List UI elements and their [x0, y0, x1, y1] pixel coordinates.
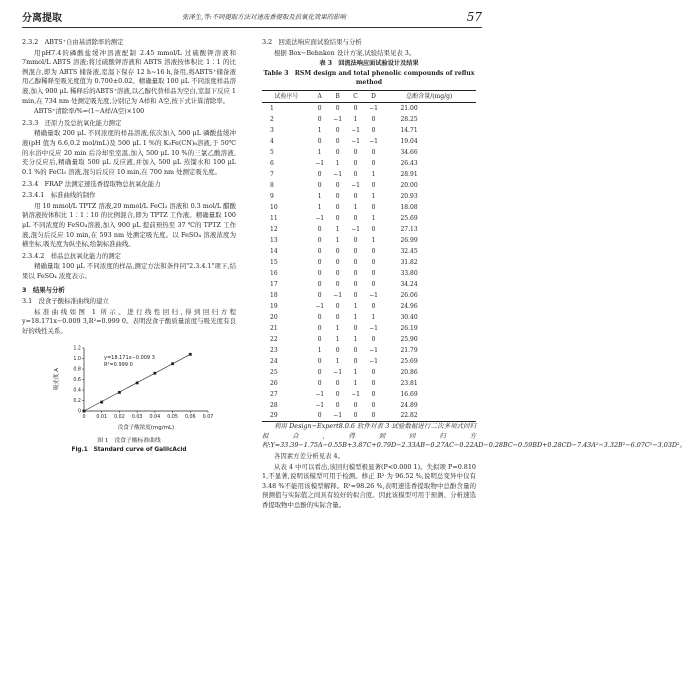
table-header-0: 试验序号 [262, 91, 311, 103]
table-cell: 18.08 [400, 203, 418, 211]
table-cell: 0 [371, 225, 376, 233]
table-row [262, 235, 476, 246]
y-tick-label: 0.6 [73, 377, 81, 383]
table-cell: 4 [270, 137, 274, 145]
table-cell: 1 [317, 192, 322, 200]
table-cell: 22.82 [382, 411, 476, 422]
table-cell: 0 [371, 401, 376, 409]
table-cell: 0 [317, 181, 322, 189]
right-column [262, 36, 686, 512]
table-cell: 0 [371, 203, 376, 211]
table-cell: 1 [371, 214, 376, 222]
table-cell: 1 [317, 203, 322, 211]
table-cell: 0 [317, 170, 322, 178]
table-cell: 1 [335, 335, 340, 343]
table-cell: 0 [371, 181, 376, 189]
table-cell: 1 [353, 368, 358, 376]
table-cell: 0 [335, 302, 340, 310]
variance-ref: 各因素方差分析见表 4。 [274, 451, 345, 460]
table-cell: 0 [335, 346, 340, 354]
table-cell: 0 [365, 411, 383, 422]
table-cell: 27.13 [400, 225, 418, 233]
table-cell: −1 [333, 115, 343, 123]
table-cell: 0 [353, 159, 358, 167]
table-cell: −1 [315, 214, 325, 222]
table-cell: 0 [317, 247, 322, 255]
table-cell: −1 [315, 302, 325, 310]
x-tick-label: 0.03 [131, 414, 143, 420]
table-cell: −1 [315, 401, 325, 409]
table-cell: 0 [317, 313, 322, 321]
table-row [262, 246, 476, 257]
table-cell: 7 [270, 170, 274, 178]
table-cell: 16 [270, 269, 278, 277]
table-cell: 25.90 [400, 335, 418, 343]
table-cell: −1 [333, 170, 343, 178]
table-cell: −1 [315, 390, 325, 398]
table-row [262, 400, 476, 411]
table-cell: 0 [335, 390, 340, 398]
table-row [262, 389, 476, 400]
table-row [262, 213, 476, 224]
table-cell: 28.25 [400, 115, 418, 123]
table-cell: 14.71 [400, 126, 418, 134]
table-cell: 1 [353, 302, 358, 310]
table-cell: 0 [353, 192, 358, 200]
table-row [262, 136, 476, 147]
table-cell: 1 [335, 357, 340, 365]
table-cell: 20.00 [400, 181, 418, 189]
table-cell: 0 [353, 104, 358, 112]
running-title: 张泽生,等:不同提取方法对速选香提取及抗氧化效果的影响 [182, 13, 346, 21]
model-analysis: 从表 4 中可以看出,该回归模型极显著(P<0.000 1)。失拟项 P=0.810 1,不显著,说明该模型可用于检测。修正 R² 为 96.52 %,说明总变异中仅有 3.48 %不能用该模型解释。R²=98.26 %,表明速选香提取物中总酚含量的预测值与实际值之间具有较好的拟合度。因此该模型可用于预测、分析速选香提取物中总酚的实际含量。 [262, 462, 476, 509]
gallic-acid-chart [48, 343, 218, 433]
table-cell: 34.24 [400, 280, 418, 288]
table-cell: 5 [270, 148, 274, 156]
table-row [262, 334, 476, 345]
standard-curve-text: 标准曲线如图 1 所示。进行线性回归,得到回归方程 y=18.171x−0.009 3,R²=0.999 0。表明没食子酸质量浓度与吸光度有良好的线性关系。 [22, 307, 236, 336]
table-cell: 0 [317, 236, 322, 244]
table-cell: 13 [270, 236, 278, 244]
table-cell: 0 [317, 324, 322, 332]
table-cell: 17 [270, 280, 278, 288]
table-header-4: D [365, 91, 383, 103]
table-row [262, 114, 476, 125]
table-cell: 0 [335, 401, 340, 409]
x-tick-label: 0.06 [184, 414, 196, 420]
table-cell: 1 [335, 225, 340, 233]
figure-caption-cn: 图 1 没食子酸标准曲线 [97, 438, 161, 445]
table-cell: 1 [335, 159, 340, 167]
table-cell: 0 [371, 379, 376, 387]
table-cell: 6 [270, 159, 274, 167]
table-cell: 24.96 [400, 302, 418, 310]
equation-label: y=18.171x−0.009 3 [104, 354, 155, 361]
table-cell: 0 [353, 291, 358, 299]
table-row [262, 224, 476, 235]
table-cell: 1 [371, 236, 376, 244]
table-cell: 0 [335, 379, 340, 387]
table-cell: 0 [353, 269, 358, 277]
x-tick-label: 0.02 [114, 414, 125, 420]
table-cell: 24 [270, 357, 278, 365]
y-tick-label: 0 [77, 409, 81, 415]
table-cell: −1 [315, 159, 325, 167]
table-cell: 0 [371, 247, 376, 255]
table-cell: 0 [317, 104, 322, 112]
table-cell: −1 [333, 368, 343, 376]
section-2-3-2: 2.3.2 ABTS⁺自由基清除率的测定 [22, 38, 124, 46]
table-cell: 21.00 [400, 104, 418, 112]
table-cell: 1 [353, 313, 358, 321]
y-axis-label: 吸光度 A [54, 367, 60, 390]
left-column [22, 36, 236, 455]
section-2-3-4: 2.3.4 FRAP 法测定速选香提取物总抗氧化能力 [22, 179, 161, 188]
table-row [262, 290, 476, 301]
table-cell: 0 [371, 335, 376, 343]
abts-method-text: 用pH7.4的磷酸盐缓冲溶液配制 2.45 mmol/L 过硫酸钾溶液和7mmol/L ABTS 溶液;将过硫酸钾溶液和 ABTS 溶液按体积比 1∶1 的比例混合,即为 ABTS 储备液,室温下保存 12 h~16 h,备用,将ABTS⁺储备液用乙醇稀释至吸光度值为 0.700±0.02。精确量取 100 μL 不同浓度样品溶液,加入 900 μL 稀释后的ABTS⁺溶液,以乙醇代替样品为空白,室温下反应 1 min,在 734 nm 处测定吸光度,分别记为 A样和 A空,按下式计算清除率。 [22, 48, 236, 105]
table-cell: −1 [351, 137, 360, 145]
y-tick-label: 0.2 [73, 398, 81, 404]
table-cell: 0 [353, 324, 358, 332]
y-tick-label: 1.2 [73, 346, 81, 352]
table-cell: −1 [351, 225, 360, 233]
table-cell: 0 [371, 159, 376, 167]
table-cell: 23 [270, 346, 278, 354]
table-cell: 0 [335, 247, 340, 255]
table-cell: 19.04 [400, 137, 418, 145]
table-header-2: B [329, 91, 347, 103]
table-cell: 1 [371, 192, 376, 200]
table-cell: 28.91 [400, 170, 418, 178]
table-cell: 26.19 [400, 324, 418, 332]
rsm-table [262, 90, 476, 422]
frap-sample-text: 精确量取 100 μL 不同浓度的样品,测定方法和条件同"2.3.4.1"项下,结果以 FeSO₄ 浓度表示。 [22, 262, 236, 281]
page-header [22, 8, 482, 28]
abts-formula: ABTS⁺清除率/%=(1−A样/A空)×100 [34, 107, 145, 116]
table-cell: 12 [270, 225, 278, 233]
table-row [262, 169, 476, 180]
table-cell: −1 [351, 126, 360, 134]
table-cell: 0 [371, 390, 376, 398]
table-cell: 0 [353, 148, 358, 156]
section-2-3-3: 2.3.3 还原力及总抗氧化能力测定 [22, 118, 122, 127]
table-row [262, 191, 476, 202]
table-cell: 0 [371, 115, 376, 123]
table-cell: 0 [353, 401, 358, 409]
table-cell: 2 [270, 115, 274, 123]
table-cell: 0 [317, 335, 322, 343]
table-cell: 28 [270, 401, 278, 409]
table-cell: 24.89 [400, 401, 418, 409]
table-row [262, 202, 476, 213]
table-cell: 34.66 [400, 148, 418, 156]
table-cell: 26.43 [400, 159, 418, 167]
table-cell: 0 [311, 411, 329, 422]
table-cell: 0 [353, 214, 358, 222]
table-cell: 1 [371, 170, 376, 178]
data-point [100, 400, 103, 403]
table-cell: 0 [317, 225, 322, 233]
table-cell: 1 [353, 203, 358, 211]
table-cell: 14 [270, 247, 278, 255]
table-row [262, 345, 476, 356]
data-point [153, 371, 156, 374]
table-cell: 0 [335, 269, 340, 277]
table-cell: 20.93 [400, 192, 418, 200]
table-cell: 0 [335, 181, 340, 189]
table-cell: −1 [369, 324, 378, 332]
table-cell: −1 [351, 181, 360, 189]
regression-equation: 利用 Design−Expert8.0.6 软件对表 3 试验数据进行二次多项式回归拟合,得到回归方程:Y=33.39−1.75A−0.55B+3.87C+0.79D−2.33AB−0.27AC−0.22AD−0.28BC−0.59BD+0.28CD−7.43A²−3.32B²−6.07C²−3.03D²。 [262, 422, 686, 450]
table-row [262, 268, 476, 279]
table-cell: 25.69 [400, 214, 418, 222]
table-row [262, 356, 476, 367]
table-cell: 16.69 [400, 390, 418, 398]
table-row [262, 103, 476, 114]
rsm-intro: 根据 Box−Behnken 设计方案,试验结果见表 3。 [274, 48, 416, 57]
x-tick-label: 0 [82, 414, 86, 420]
table-cell: 0 [335, 313, 340, 321]
x-tick-label: 0.04 [149, 414, 161, 420]
table-cell: 0 [371, 368, 376, 376]
x-tick-label: 0.07 [202, 414, 214, 420]
table-cell: 26.06 [400, 291, 418, 299]
table-cell: 0 [335, 192, 340, 200]
table-header-3: C [347, 91, 365, 103]
section-3-2: 3.2 回流法响应面试验结果与分析 [262, 38, 362, 46]
table-header-1: A [311, 91, 329, 103]
table-cell: 22 [270, 335, 278, 343]
table-row [262, 158, 476, 169]
y-tick-label: 0.8 [73, 367, 81, 373]
x-axis-label: 没食子酸浓度(mg/mL) [117, 424, 175, 431]
table-cell: 0 [353, 346, 358, 354]
section-3-1: 3.1 没食子酸标准曲线的建立 [22, 297, 109, 306]
page-number: 57 [466, 10, 482, 24]
table-cell: 10 [270, 203, 278, 211]
table-cell: −1 [369, 291, 378, 299]
table-cell: 0 [317, 258, 322, 266]
table-cell: 23.81 [400, 379, 418, 387]
table-cell: 0 [335, 280, 340, 288]
table-cell: 0 [353, 170, 358, 178]
table-row [262, 378, 476, 389]
section-2-3-4-1: 2.3.4.1 标准曲线的制作 [22, 191, 96, 200]
table-cell: 3 [270, 126, 274, 134]
table-cell: 0 [371, 280, 376, 288]
table-cell: 0 [371, 126, 376, 134]
reducing-power-text: 精确量取 200 μL 不同浓度的样品溶液,依次加入 500 μL 磷酸盐缓冲液(pH 值为 6.6,0.2 mol/mL)及 500 μL 1 %的 K₃Fe(CN)₆溶液,于 50℃的水浴中反应 20 min 后冷却至室温,加入 500 μL 10 %的三氯乙酸溶液,充分反应后,精确量取 500 μL 反应液,并加入 500 μL 蒸馏水和 100 μL 0.1 %的 FeCl₃ 溶液,混匀后反应 10 min,在 700 nm 处测定吸光度。 [22, 129, 236, 176]
table-cell: 32.45 [400, 247, 418, 255]
table-cell: 1 [317, 346, 322, 354]
table-cell: 0 [335, 258, 340, 266]
table-cell: 0 [317, 269, 322, 277]
table-cell: 0 [347, 411, 365, 422]
table-cell: 1 [335, 324, 340, 332]
r2-label: R²=0.999 0 [104, 361, 133, 368]
table-cell: 1 [371, 313, 376, 321]
table-cell: 0 [317, 137, 322, 145]
table-cell: 0 [335, 148, 340, 156]
table-cell: −1 [369, 357, 378, 365]
x-tick-label: 0.05 [167, 414, 178, 420]
table-cell: −1 [351, 390, 360, 398]
table-cell: 29 [262, 411, 311, 422]
table-cell: 0 [371, 302, 376, 310]
table-cell: 1 [353, 115, 358, 123]
table-title-cn: 表 3 回流法响应面试验设计及结果 [319, 60, 419, 68]
table-cell: 26.99 [400, 236, 418, 244]
table-cell: 31.82 [400, 258, 418, 266]
table-cell: 33.80 [400, 269, 418, 277]
journal-section: 分离提取 [22, 13, 62, 24]
table-cell: 0 [371, 148, 376, 156]
y-tick-label: 1.0 [73, 356, 81, 362]
table-cell: 26 [270, 379, 278, 387]
table-cell: −1 [369, 346, 378, 354]
table-cell: 27 [270, 390, 278, 398]
table-cell: 0 [353, 280, 358, 288]
table-title-en: Table 3 RSM design and total phenolic compounds of reflux method [263, 69, 475, 86]
table-row [262, 312, 476, 323]
table-cell: 15 [270, 258, 278, 266]
table-row [262, 411, 476, 422]
table-row [262, 367, 476, 378]
table-cell: 0 [353, 247, 358, 255]
table-row [262, 257, 476, 268]
figure-caption-en: Fig.1 Standard curve of GallicAcid [71, 446, 187, 453]
table-cell: 0 [317, 115, 322, 123]
table-cell: 8 [270, 181, 274, 189]
table-cell: 0 [317, 291, 322, 299]
table-cell: 21 [270, 324, 278, 332]
data-point [171, 362, 174, 365]
table-cell: 0 [317, 379, 322, 387]
table-cell: 1 [317, 126, 322, 134]
section-3: 3 结果与分析 [22, 285, 65, 294]
table-cell: 0 [335, 137, 340, 145]
table-cell: 1 [317, 148, 322, 156]
table-cell: 21.79 [400, 346, 418, 354]
table-cell: 0 [371, 258, 376, 266]
table-cell: −1 [369, 104, 378, 112]
table-cell: −1 [329, 411, 347, 422]
table-row [262, 125, 476, 136]
table-cell: 30.40 [400, 313, 418, 321]
table-cell: 0 [353, 258, 358, 266]
table-cell: 0 [335, 104, 340, 112]
table-cell: 0 [353, 236, 358, 244]
table-row [262, 147, 476, 158]
table-cell: 0 [335, 203, 340, 211]
table-cell: 1 [353, 379, 358, 387]
table-row [262, 180, 476, 191]
section-2-3-4-2: 2.3.4.2 样品总抗氧化能力的测定 [22, 251, 122, 260]
table-cell: −1 [369, 137, 378, 145]
table-cell: 0 [371, 269, 376, 277]
table-cell: 0 [317, 357, 322, 365]
frap-standard-text: 用 10 mmol/L TPTZ 溶液,20 mmol/L FeCl₃ 溶液和 0.3 mol/L 醋酸钠溶液按体积比 1∶1∶10 的比例混合,即为 TPTZ 工作液。精确量取 100 μL 不同浓度的 FeSO₄溶液,加入 900 μL 提前预热至 37 ℃的 TPTZ 工作液,混匀后反应 10 min,在 593 nm 处测定吸光度。以 FeSO₄ 溶液浓度为横坐标,吸光度为纵坐标,绘制标准曲线。 [22, 201, 236, 249]
x-tick-label: 0.01 [96, 414, 108, 420]
table-cell: 25.69 [400, 357, 418, 365]
table-cell: 19 [270, 302, 278, 310]
table-cell: 11 [270, 214, 278, 222]
y-tick-label: 0.4 [73, 388, 81, 394]
data-point [118, 391, 121, 394]
table-cell: 1 [353, 335, 358, 343]
data-point [189, 353, 192, 356]
table-cell: 1 [335, 236, 340, 244]
table-cell: 0 [335, 214, 340, 222]
data-point [136, 381, 139, 384]
table-cell: 0 [335, 126, 340, 134]
table-cell: 1 [270, 104, 274, 112]
table-cell: 25 [270, 368, 278, 376]
table-cell: 9 [270, 192, 274, 200]
table-cell: 20.86 [400, 368, 418, 376]
table-header-5: 总酚含量/(mg/g) [382, 91, 476, 103]
table-row [262, 323, 476, 334]
table-cell: 20 [270, 313, 278, 321]
table-row [262, 279, 476, 290]
table-cell: 0 [317, 368, 322, 376]
data-point [83, 409, 86, 412]
table-cell: 0 [317, 280, 322, 288]
table-cell: −1 [333, 291, 343, 299]
table-cell: 0 [353, 357, 358, 365]
table-row [262, 301, 476, 312]
table-cell: 18 [270, 291, 278, 299]
